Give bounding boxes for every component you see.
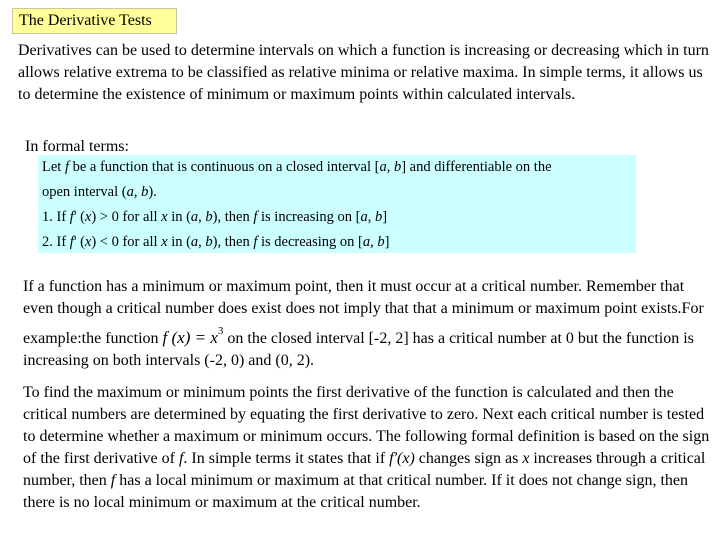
definition-line-1: Let f be a function that is continuous on a closed interval [a, b] and differentiable on the [42,159,552,175]
page-title-text: The Derivative Tests [19,12,152,29]
definition-line-2: open interval (a, b). [42,184,157,200]
intro-paragraph: Derivatives can be used to determine intervals on which a function is increasing or decreasing which in turn allows relative extrema to be classified as relative minima or relative maxima. In simple terms, it allows us to determine the existence of minimum or maximum points within calculated intervals. [18,42,709,103]
definition-item-decreasing: 2. If f' (x) < 0 for all x in (a, b), then f is decreasing on [a, b] [42,234,390,250]
definition-item-increasing: 1. If f' (x) > 0 for all x in (a, b), then f is increasing on [a, b] [42,209,388,225]
formal-terms-heading: In formal terms: [25,138,129,155]
first-derivative-test-paragraph: To find the maximum or minimum points the first derivative of the function is calculated and then the critical numbers are determined by equating the first derivative to zero. Next each critical number is tested to determine whether a maximum or minimum occurs. The following formal definition is based on the sign of the first derivative of f. In simple terms it states that if f'(x) changes sign as x increases through a critical number, then f has a local minimum or maximum at that critical number. If it does not change sign, then there is no local minimum or maximum at the critical number. [23,384,710,511]
cubic-formula: f $(x) = x^3$ [162,325,224,347]
critical-number-paragraph: If a function has a minimum or maximum point, then it must occur at a critical number. Remember that even though a critical number does exist does not imply that that a minimum or maximum point exists.For example:the function f $(x) = x^3$ on the closed interval [-2, 2] has a critical number at 0 but the function is increasing on both intervals (-2, 0) and (0, 2). [23,278,704,369]
definition-box [38,155,636,253]
page-title [12,8,177,34]
